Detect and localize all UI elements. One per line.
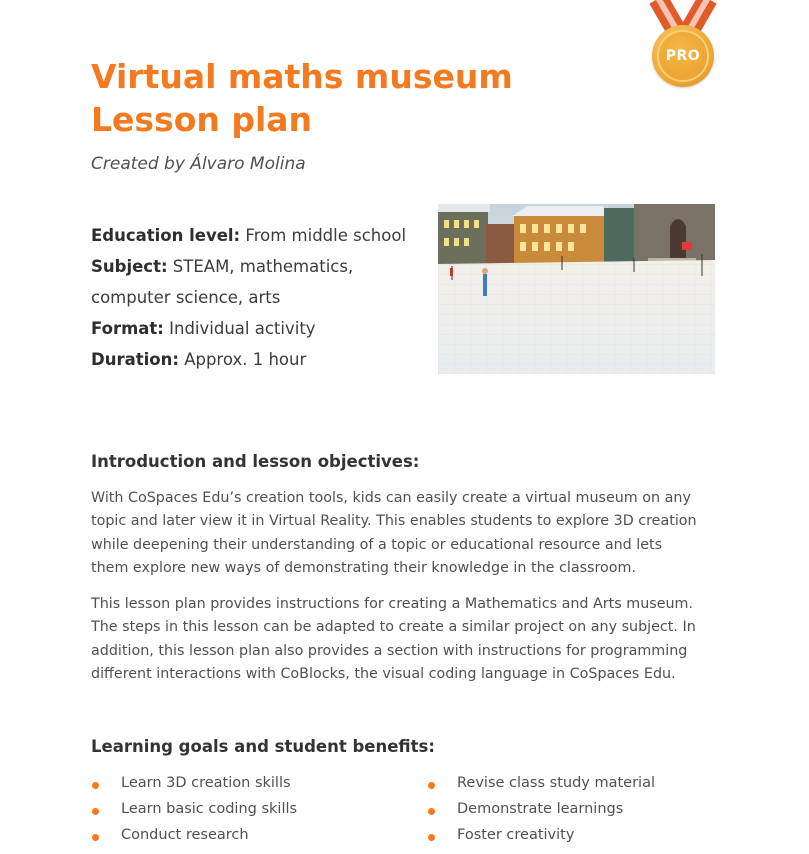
goal-left-3: Conduct research [121,827,249,843]
meta-education [91,220,421,251]
duration-value: Approx. 1 hour [178,350,307,369]
bullet-icon [92,782,99,789]
goal-left-1: Learn 3D creation skills [121,775,291,791]
goal-left-2: Learn basic coding skills [121,801,298,817]
title-line-2: Lesson plan [91,100,313,139]
pro-badge-label: PRO [657,30,709,82]
meta-subject [91,251,421,282]
author-credit: Created by Álvaro Molina [91,154,306,174]
p2-line-1: This lesson plan provides instructions for creating a Mathematics and Arts museum. [91,596,694,612]
education-label: Education level: [91,226,241,245]
museum-scene-image [438,204,715,374]
bullet-icon [428,834,435,841]
lesson-meta [91,220,421,375]
intro-paragraph-1 [91,487,716,580]
format-label: Format: [91,319,164,338]
intro-paragraph-2 [91,593,716,686]
title-line-1: Virtual maths museum [91,57,513,96]
p2-line-3: addition, this lesson plan also provides a section with instructions for programming [91,642,688,659]
meta-format [91,313,421,344]
goal-right-1: Revise class study material [457,775,655,791]
bullet-icon [92,834,99,841]
p1-line-2: topic and later view it in Virtual Reality. This enables students to explore 3D creation [91,513,697,530]
p1-line-3: while deepening their understanding of a topic or educational resource and lets [91,536,663,553]
p2-line-2: The steps in this lesson can be adapted to create a similar project on any subject. In [91,619,696,636]
goal-right-3: Foster creativity [457,827,575,843]
p1-line-4: them explore new ways of demonstrating their knowledge in the classroom. [91,559,637,576]
subject-value: STEAM, mathematics, [167,257,354,276]
meta-subject-cont: computer science, arts [91,288,281,307]
p1-line-1: With CoSpaces Edu’s creation tools, kids can easily create a virtual museum on any [91,490,691,506]
bullet-icon [428,808,435,815]
p2-line-4: different interactions with CoBlocks, the visual coding language in CoSpaces Edu. [91,665,676,682]
duration-label: Duration: [91,350,179,369]
bullet-icon [428,782,435,789]
page-title [91,55,611,141]
goal-right-2: Demonstrate learnings [457,801,624,817]
meta-duration [91,344,421,375]
intro-heading: Introduction and lesson objectives: [91,452,420,471]
bullet-icon [92,808,99,815]
pro-medal-icon [652,25,714,87]
format-value: Individual activity [163,319,316,338]
goals-heading: Learning goals and student benefits: [91,737,435,756]
education-value: From middle school [240,226,407,245]
subject-label: Subject: [91,257,168,276]
